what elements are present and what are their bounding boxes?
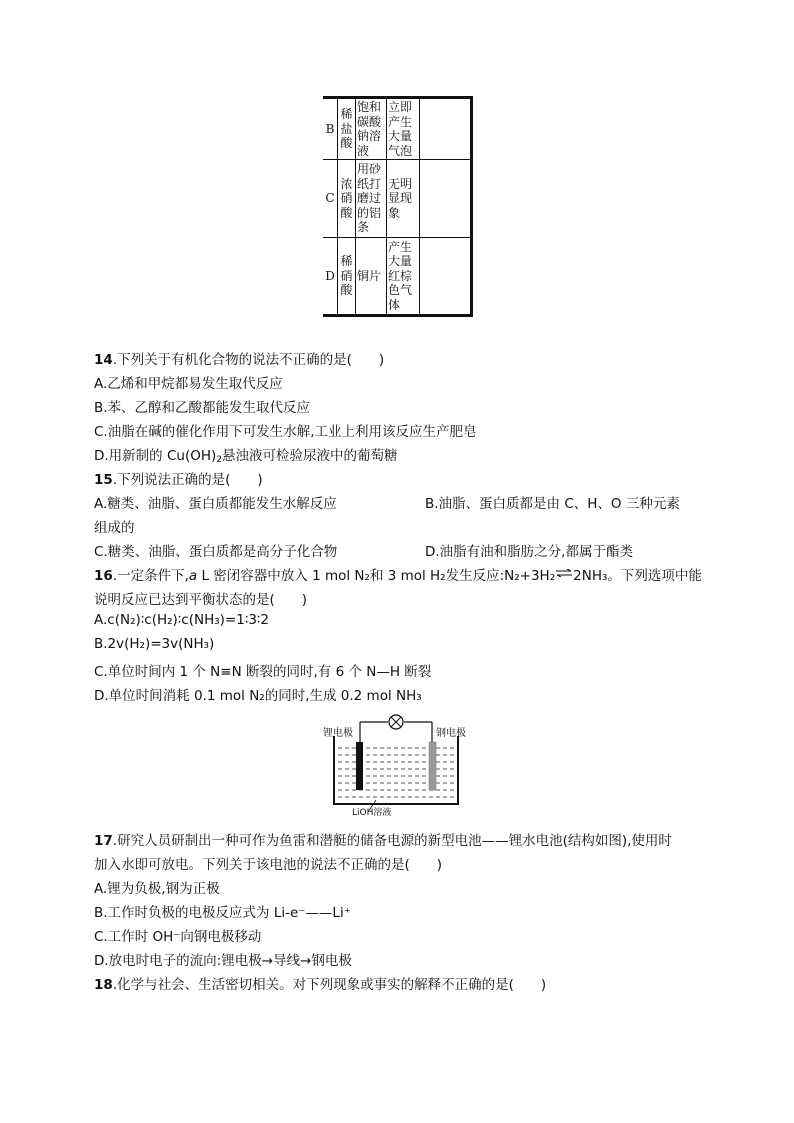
q17-option-a: A.锂为负极,钢为正极 bbox=[94, 881, 220, 897]
q15-option-b: B.油脂、蛋白质都是由 C、H、O 三种元素 bbox=[425, 496, 680, 512]
q15-option-b-cont: 组成的 bbox=[94, 520, 135, 536]
q14-option-a: A.乙烯和甲烷都易发生取代反应 bbox=[94, 376, 283, 392]
q17-stem-cont: 加入水即可放电。下列关于该电池的说法不正确的是( ) bbox=[94, 857, 443, 873]
q16-option-c: C.单位时间内 1 个 N≡N 断裂的同时,有 6 个 N—H 断裂 bbox=[94, 664, 432, 680]
q16-option-b: B.2v(H₂)=3v(NH₃) bbox=[94, 636, 215, 652]
phenomenon-cell: 立即产生大量气泡 bbox=[387, 98, 420, 160]
question-15-stem: 15.下列说法正确的是( ) bbox=[94, 472, 263, 488]
substance-cell: 用砂纸打磨过的铝条 bbox=[356, 160, 387, 238]
q14-option-b: B.苯、乙醇和乙酸都能发生取代反应 bbox=[94, 400, 311, 416]
steel-electrode bbox=[429, 742, 436, 790]
q14-option-c: C.油脂在碱的催化作用下可发生水解,工业上利用该反应生产肥皂 bbox=[94, 424, 477, 440]
lithium-electrode-label: 锂电极 bbox=[323, 728, 353, 739]
table-row bbox=[323, 160, 472, 238]
empty-cell bbox=[420, 98, 472, 160]
q17-option-d: D.放电时电子的流向:锂电极→导线→钢电极 bbox=[94, 953, 352, 969]
q16-option-a: A.c(N₂)∶c(H₂)∶c(NH₃)=1∶3∶2 bbox=[94, 612, 270, 628]
question-14-stem: 14.下列关于有机化合物的说法不正确的是( ) bbox=[94, 352, 385, 368]
q16-option-d: D.单位时间消耗 0.1 mol N₂的同时,生成 0.2 mol NH₃ bbox=[94, 688, 422, 704]
question-18-stem: 18.化学与社会、生活密切相关。对下列现象或事实的解释不正确的是( ) bbox=[94, 977, 547, 993]
row-label: C bbox=[323, 160, 338, 238]
phenomenon-cell: 产生大量红棕色气体 bbox=[387, 238, 420, 316]
table-row bbox=[323, 238, 472, 316]
empty-cell bbox=[420, 160, 472, 238]
experiment-table bbox=[323, 96, 473, 317]
row-label: B bbox=[323, 98, 338, 160]
q14-option-d: D.用新制的 $Cu(OH)_2$悬浊液可检验尿液中的葡萄糖 bbox=[94, 448, 398, 465]
q15-option-c: C.糖类、油脂、蛋白质都是高分子化合物 bbox=[94, 544, 338, 560]
lamp-icon bbox=[389, 715, 403, 729]
substance-cell: 饱和碳酸钠溶液 bbox=[356, 98, 387, 160]
question-16-stem: 16.一定条件下,a L 密闭容器中放入 1 mol N₂和 3 mol H₂发生反应:N₂+3H₂ 2NH₃。下列选项中能 bbox=[94, 564, 702, 584]
lithium-electrode bbox=[356, 742, 363, 790]
q17-option-b: B.工作时负极的电极反应式为 Li-e⁻——Li⁺ bbox=[94, 905, 351, 921]
question-17-stem: 17.研究人员研制出一种可作为鱼雷和潜艇的储备电源的新型电池——锂水电池(结构如图),使用时 bbox=[94, 833, 672, 849]
reagent-cell: 稀盐酸 bbox=[338, 98, 356, 160]
electrolyte-label: LiOH溶液 bbox=[352, 808, 392, 818]
empty-cell bbox=[420, 238, 472, 316]
q15-option-a: A.糖类、油脂、蛋白质都能发生水解反应 bbox=[94, 496, 337, 512]
substance-cell: 铜片 bbox=[356, 238, 387, 316]
q17-option-c: C.工作时 OH⁻向钢电极移动 bbox=[94, 929, 262, 945]
reagent-cell: 稀硝酸 bbox=[338, 238, 356, 316]
phenomenon-cell: 无明显现象 bbox=[387, 160, 420, 238]
row-label: D bbox=[323, 238, 338, 316]
q15-option-d: D.油脂有油和脂肪之分,都属于酯类 bbox=[425, 544, 633, 560]
table-row bbox=[323, 98, 472, 160]
steel-electrode-label: 钢电极 bbox=[436, 728, 466, 739]
q16-stem-cont: 说明反应已达到平衡状态的是( ) bbox=[94, 592, 308, 608]
equilibrium-arrow-icon bbox=[555, 565, 573, 581]
reagent-cell: 浓硝酸 bbox=[338, 160, 356, 238]
